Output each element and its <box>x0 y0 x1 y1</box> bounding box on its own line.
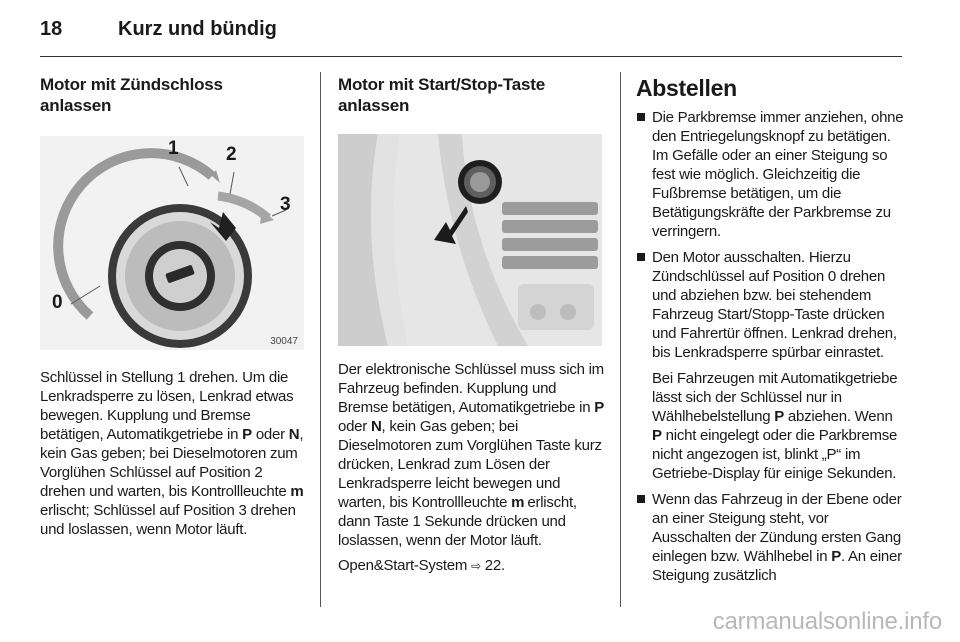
start-stop-button-figure <box>338 134 602 346</box>
page-title: Kurz und bündig <box>118 18 277 40</box>
bullet-square-icon <box>637 495 645 503</box>
position-label-3: 3 <box>280 194 291 215</box>
page-header <box>40 18 277 48</box>
section-ignition-lock <box>40 74 306 539</box>
section-heading: Motor mit Zündschloss anlassen <box>40 75 223 115</box>
section-heading: Motor mit Start/Stop-Taste anlassen <box>338 75 545 115</box>
section-heading: Abstellen <box>636 75 737 101</box>
bullet-square-icon <box>637 253 645 261</box>
page-number: 18 <box>40 18 63 40</box>
body-text: Schlüssel in Stellung 1 drehen. Um die Lenkradsperre zu lösen, Lenkrad etwas bewegen. Kupplung und Bremse betätigen, Automatikgetriebe in P oder N, kein Gas geben; bei Dieselmotoren zum Vorglühen Schlüssel auf Position 2 drehen und warten, bis Kontrollleuchte m erlischt; Schlüssel auf Position 3 drehen und loslassen, wenn Motor läuft. <box>40 369 304 538</box>
figure-number: 30047 <box>270 336 298 347</box>
header-rule <box>40 56 902 57</box>
ignition-lock-illustration <box>40 136 304 350</box>
list-item: Wenn das Fahrzeug in der Ebene oder an einer Steigung steht, vor Ausschalten der Zündung ersten Gang einlegen bzw. Wählhebel in P. An einer Steigung zusätzlich <box>636 490 904 585</box>
list-item: Die Parkbremse immer anziehen, ohne den Entriegelungsknopf zu betätigen. Im Gefälle oder an einer Steigung so fest wie möglich. Gleichzeitig die Fußbremse betätigen, um die Betätigungskräfte der Parkbremse zu verringern. <box>636 108 904 241</box>
bullet-list <box>636 108 904 585</box>
glow-plug-icon: m <box>290 483 303 500</box>
position-label-0: 0 <box>52 292 63 313</box>
section-stopping <box>636 74 904 585</box>
section-start-stop-button <box>338 74 606 576</box>
glow-plug-icon: m <box>511 494 524 511</box>
ignition-lock-figure <box>40 136 304 350</box>
list-item: Den Motor ausschalten. Hierzu Zündschlüssel auf Position 0 drehen und abziehen bzw. bei stehendem Fahrzeug Start/Stopp-Taste drücken und Fahrertür öffnen. Lenkrad drehen, bis Lenkradsperre spürbar einrastet. Bei Fahrzeugen mit Automatikgetriebe lässt sich der Schlüssel nur in Wählhebelstellung P abziehen. Wenn P nicht eingelegt oder die Parkbremse nicht angezogen ist, blinkt „P“ im Getriebe-Display für einige Sekunden. <box>636 248 904 483</box>
body-text: Der elektronische Schlüssel muss sich im Fahrzeug befinden. Kupplung und Bremse betätigen, Automatikgetriebe in P oder N, kein Gas geben; bei Dieselmotoren zum Vorglühen Taste kurz drücken, Lenkrad zum Lösen der Lenkradsperre leicht bewegen und warten, bis Kontrollleuchte m erlischt, dann Taste 1 Sekunde drücken und loslassen, wenn der Motor läuft. <box>338 361 605 549</box>
column-divider <box>620 72 621 607</box>
watermark: carmanualsonline.info <box>712 608 942 635</box>
page-reference-arrow-icon: ⇨ <box>471 559 481 573</box>
position-label-2: 2 <box>226 144 237 165</box>
position-label-1: 1 <box>168 138 179 159</box>
bullet-square-icon <box>637 113 645 121</box>
column-divider <box>320 72 321 607</box>
list-item-subparagraph: Bei Fahrzeugen mit Automatikgetriebe lässt sich der Schlüssel nur in Wählhebelstellung P abziehen. Wenn P nicht eingelegt oder die Parkbremse nicht angezogen ist, blinkt „P“ im Getriebe-Display für einige Sekunden. <box>652 370 898 482</box>
start-stop-button-illustration <box>338 134 602 346</box>
cross-reference[interactable]: Open&Start-System ⇨ 22. <box>338 557 505 574</box>
